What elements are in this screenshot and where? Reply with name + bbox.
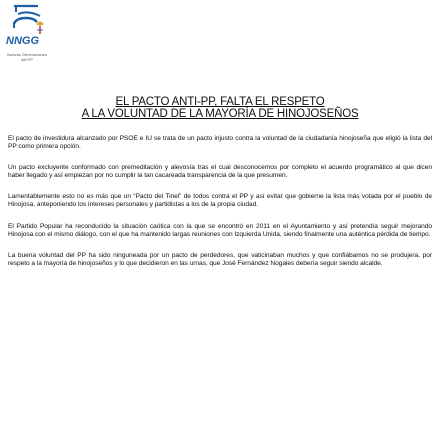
- paragraph: El Partido Popular ha reconducido la situación caótica con la que se encontró en 2011 en el Ayuntamiento y así pretendía seguir mejorando Hinojosa con el mismo diálogo, con el que ha mantenido largas reuniones con Izquierda Unida, siendo finalmente una auténtica pérdida de tiempo.: [8, 222, 432, 238]
- logo-arc-middle: [18, 12, 40, 16]
- nngg-logo-graphic: [4, 2, 50, 50]
- article-body: [8, 135, 432, 281]
- paragraph: El pacto de investidura alcanzado por PSOE e IU se trata de un pacto injusto contra la voluntad de la ciudadanía hinojoseña que eligió la lista del PP como primera opción.: [8, 135, 432, 151]
- logo-wordmark: NNGG: [6, 35, 39, 47]
- paragraph: Un pacto excluyente conformado con premeditación y alevosía tras el cual desconocemos por completo el acuerdo programático al que dicen haber llegado y así empiezan por no cumplir la tan cacareada transparencia de la que presumen.: [8, 164, 432, 180]
- nngg-logo: [4, 2, 50, 50]
- article-title-line-1: EL PACTO ANTI-PP, FALTA EL RESPETO: [115, 96, 325, 108]
- logo-arc-bottom: [14, 18, 37, 24]
- article-title-line-2: A LA VOLUNTAD DE LA MAYORÍA DE HINOJOSEÑOS: [81, 108, 359, 120]
- article-title: [0, 96, 440, 120]
- paragraph: La buena voluntad del PP ha sido ninguneada por un pacto de perdedores, que vaticinaban muchos y que confiábamos no se produjera, por respeto a la mayoría de hinojoseños y lo que decidieron en las urnas, que José Fernández Nogales debería seguir siendo alcalde.: [8, 251, 432, 267]
- paragraph: Lamentablemente esto no es más que un “Pacto del Tinel” de todos contra el PP y así evitar que gobierne la lista más votada por el pueblo de Hinojosa, anteponiendo los intereses personales y partidistas a los de la propia ciudad.: [8, 193, 432, 209]
- logo-caption: Nuevas Generaciones del PP: [7, 52, 47, 62]
